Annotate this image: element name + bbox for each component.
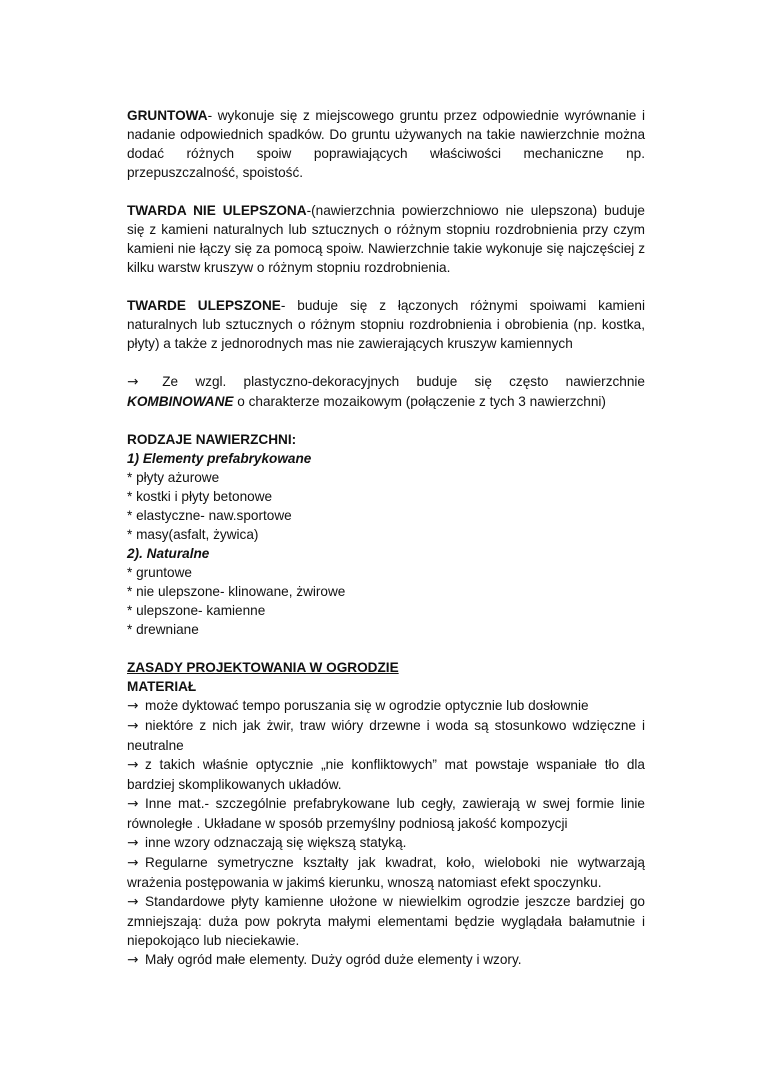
term-gruntowa: GRUNTOWA: [127, 108, 208, 123]
zasady-item: [127, 716, 645, 755]
list-item: * kostki i płyty betonowe: [127, 489, 273, 504]
zasady-item: [127, 892, 645, 950]
arrow-right-icon: →: [127, 855, 139, 871]
arrow-right-icon: →: [127, 698, 139, 714]
arrow-right-icon: →: [127, 757, 139, 773]
term-twarda-nie-ulepszona: TWARDA NIE ULEPSZONA: [127, 203, 307, 218]
spacer: [127, 639, 645, 658]
arrow-right-icon: →: [127, 894, 139, 910]
text-gruntowa: - wykonuje się z miejscowego gruntu przez odpowiednie wyrównanie i nadanie odpowiednich spadków. Do gruntu używanych na takie nawierzchnie można dodać różnych spoiw poprawiających właściwości mechaniczne np. przepuszczalność, spoistość.: [127, 108, 645, 180]
document-page: [127, 106, 645, 970]
list-item: * płyty ażurowe: [127, 470, 220, 485]
paragraph-twarde-ulepszone: [127, 296, 645, 353]
group1-title: 1) Elementy prefabrykowane: [127, 451, 312, 466]
text-twarda-nie-ulepszona: -(nawierzchnia powierzchniowo nie ulepszona) buduje się z kamieni naturalnych lub sztucznych o różnym stopniu rozdrobnienia przy czym kamieni nie łączy się za pomocą spoiw. Nawierzchnie takie wykonuje się najczęściej z kilku warstw kruszyw o różnym stopniu rozdrobnienia.: [127, 203, 645, 275]
zasady-item: [127, 696, 645, 716]
zasady-item-text: inne wzory odznaczają się większą statyką.: [145, 835, 407, 850]
zasady-item-text: Mały ogród małe elementy. Duży ogród duże elementy i wzory.: [145, 952, 522, 967]
zasady-item-text: Standardowe płyty kamienne ułożone w niewielkim ogrodzie jeszcze bardziej go zmniejszają: duża pow pokryta małymi elementami będzie wyglądała bałamutnie i niepokojąco lub nieciekawie.: [127, 894, 645, 948]
arrow-right-icon: →: [127, 952, 139, 968]
paragraph-gruntowa: [127, 106, 645, 182]
arrow-right-icon: →: [127, 835, 139, 851]
zasady-item: [127, 950, 645, 970]
zasady-subtitle: MATERIAŁ: [127, 679, 197, 694]
rodzaje-title: RODZAJE NAWIERZCHNI:: [127, 432, 297, 447]
rodzaje-section: [127, 430, 645, 639]
arrow-right-icon: →: [127, 718, 139, 734]
arrow-right-icon: →: [127, 374, 139, 390]
zasady-title: ZASADY PROJEKTOWANIA W OGRODZIE: [127, 660, 399, 675]
list-item: * nie ulepszone- klinowane, żwirowe: [127, 584, 346, 599]
zasady-item: [127, 853, 645, 892]
group2-title: 2). Naturalne: [127, 546, 210, 561]
zasady-item-text: może dyktować tempo poruszania się w ogrodzie optycznie lub dosłownie: [145, 698, 589, 713]
zasady-item-text: Regularne symetryczne kształty jak kwadrat, koło, wieloboki nie wytwarzają wrażenia postępowania w jakimś kierunku, wnoszą natomiast efekt spoczynku.: [127, 855, 645, 890]
zasady-item-text: z takich właśnie optycznie „nie konfliktowych” mat powstaje wspaniałe tło dla bardziej skomplikowanych układów.: [127, 757, 645, 792]
paragraph-twarda-nie-ulepszona: [127, 201, 645, 277]
text-kombinowane-pre: Ze wzgl. plastyczno-dekoracyjnych buduje się często nawierzchnie: [145, 374, 645, 389]
text-kombinowane-post: o charakterze mozaikowym (połączenie z tych 3 nawierzchni): [233, 394, 606, 409]
arrow-right-icon: →: [127, 796, 139, 812]
term-kombinowane: KOMBINOWANE: [127, 394, 234, 409]
zasady-item: [127, 794, 645, 833]
text-twarde-ulepszone: - buduje się z łączonych różnymi spoiwami kamieni naturalnych lub sztucznych o różnym stopniu rozdrobnienia i obrobienia (np. kostka, płyty) a także z jednorodnych mas nie zawierających kruszyw kamiennych: [127, 298, 645, 351]
zasady-section: [127, 658, 645, 970]
list-item: * masy(asfalt, żywica): [127, 527, 259, 542]
zasady-item: [127, 833, 645, 853]
zasady-item-text: niektóre z nich jak żwir, traw wióry drzewne i woda są stosunkowo wdzięczne i neutralne: [127, 718, 645, 753]
zasady-item-text: Inne mat.- szczególnie prefabrykowane lub cegły, zawierają w swej formie linie równoległe . Układane w sposób przemyślny podniosą jakość kompozycji: [127, 796, 645, 831]
list-item: * gruntowe: [127, 565, 192, 580]
term-twarde-ulepszone: TWARDE ULEPSZONE: [127, 298, 281, 313]
paragraph-kombinowane: [127, 372, 645, 411]
list-item: * drewniane: [127, 622, 199, 637]
zasady-item: [127, 755, 645, 794]
list-item: * ulepszone- kamienne: [127, 603, 266, 618]
list-item: * elastyczne- naw.sportowe: [127, 508, 292, 523]
